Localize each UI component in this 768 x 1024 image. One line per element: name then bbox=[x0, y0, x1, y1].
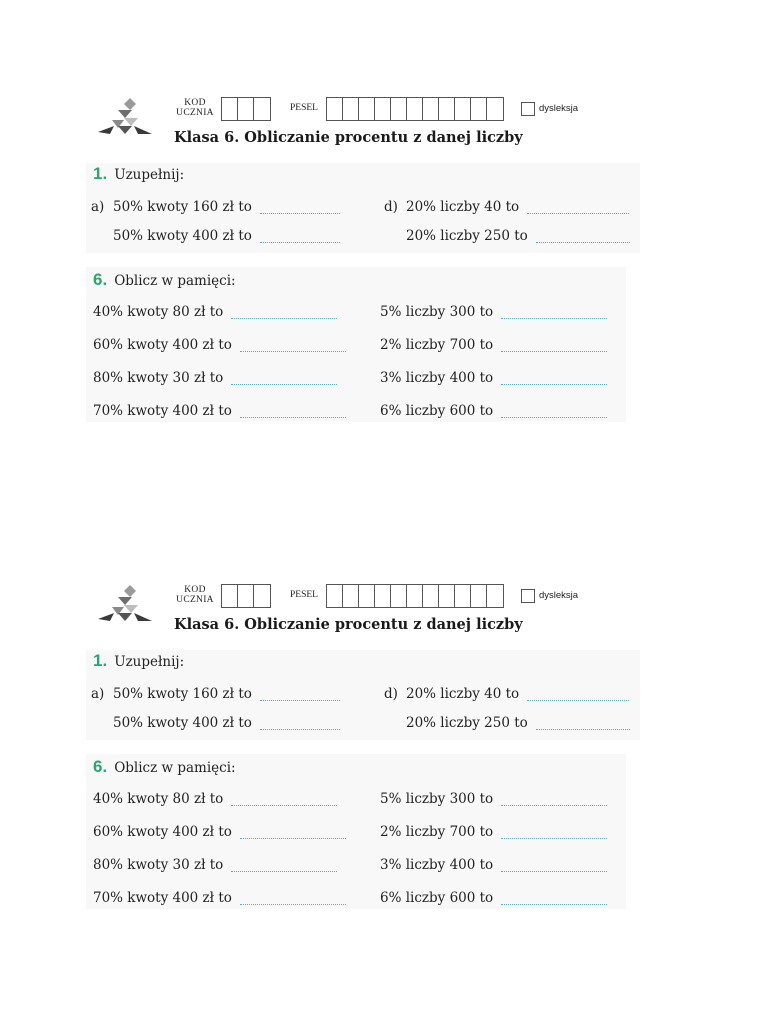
answer-line[interactable] bbox=[501, 350, 607, 352]
task-6-left-2: 60% kwoty 400 zł to bbox=[93, 337, 346, 353]
task-1-item-a: a) 50% kwoty 160 zł to bbox=[91, 199, 340, 215]
task-6-left-3: 80% kwoty 30 zł to bbox=[93, 370, 337, 386]
task-1-item-a2: 50% kwoty 400 zł to bbox=[91, 228, 340, 244]
task-number: 6. bbox=[93, 757, 108, 776]
kod-ucznia-label: KOD UCZNIA bbox=[176, 98, 214, 118]
worksheet-title: Klasa 6. Obliczanie procentu z danej liczby bbox=[174, 616, 523, 633]
dysleksja-label: dysleksja bbox=[539, 590, 579, 601]
answer-line[interactable] bbox=[240, 903, 346, 905]
task-6-right-2: 2% liczby 700 to bbox=[380, 824, 607, 840]
task-number: 6. bbox=[93, 270, 108, 289]
answer-line[interactable] bbox=[231, 383, 337, 385]
worksheet-1 bbox=[0, 96, 768, 436]
answer-line[interactable] bbox=[501, 317, 607, 319]
task-instruction: Uzupełnij: bbox=[114, 654, 185, 670]
task-6-right-3: 3% liczby 400 to bbox=[380, 857, 607, 873]
task-number: 1. bbox=[93, 164, 108, 183]
pesel-label: PESEL bbox=[290, 103, 318, 113]
task-6-left-1: 40% kwoty 80 zł to bbox=[93, 791, 337, 807]
kod-ucznia-boxes[interactable] bbox=[221, 584, 271, 608]
task-1-heading bbox=[93, 164, 184, 184]
answer-line[interactable] bbox=[260, 728, 340, 730]
answer-line[interactable] bbox=[536, 728, 630, 730]
task-6-heading bbox=[93, 270, 236, 290]
task-6-right-3: 3% liczby 400 to bbox=[380, 370, 607, 386]
task-1-item-a2: 50% kwoty 400 zł to bbox=[91, 715, 340, 731]
task-6-right-1: 5% liczby 300 to bbox=[380, 791, 607, 807]
dysleksja-checkbox[interactable] bbox=[521, 102, 535, 116]
task-6-left-4: 70% kwoty 400 zł to bbox=[93, 403, 346, 419]
answer-line[interactable] bbox=[260, 212, 340, 214]
answer-line[interactable] bbox=[501, 903, 607, 905]
answer-line[interactable] bbox=[536, 241, 630, 243]
pesel-boxes[interactable] bbox=[326, 584, 504, 608]
answer-line[interactable] bbox=[501, 416, 607, 418]
worksheet-title: Klasa 6. Obliczanie procentu z danej liczby bbox=[174, 129, 523, 146]
task-1-item-d2: 20% liczby 250 to bbox=[384, 715, 630, 731]
task-6-right-4: 6% liczby 600 to bbox=[380, 403, 607, 419]
task-1-item-d: d) 20% liczby 40 to bbox=[384, 686, 629, 702]
answer-line[interactable] bbox=[260, 241, 340, 243]
answer-line[interactable] bbox=[231, 317, 337, 319]
answer-line[interactable] bbox=[231, 870, 337, 872]
answer-line[interactable] bbox=[501, 837, 607, 839]
task-instruction: Oblicz w pamięci: bbox=[114, 273, 236, 289]
dysleksja-label: dysleksja bbox=[539, 103, 579, 114]
task-6-left-2: 60% kwoty 400 zł to bbox=[93, 824, 346, 840]
task-6-left-1: 40% kwoty 80 zł to bbox=[93, 304, 337, 320]
answer-line[interactable] bbox=[240, 416, 346, 418]
answer-line[interactable] bbox=[527, 699, 629, 701]
pesel-label: PESEL bbox=[290, 590, 318, 600]
task-1-item-d2: 20% liczby 250 to bbox=[384, 228, 630, 244]
task-1-heading bbox=[93, 651, 184, 671]
task-number: 1. bbox=[93, 651, 108, 670]
task-instruction: Uzupełnij: bbox=[114, 167, 185, 183]
pesel-boxes[interactable] bbox=[326, 97, 504, 121]
answer-line[interactable] bbox=[501, 804, 607, 806]
dysleksja-checkbox[interactable] bbox=[521, 589, 535, 603]
answer-line[interactable] bbox=[501, 870, 607, 872]
tangram-logo-icon bbox=[94, 96, 154, 136]
answer-line[interactable] bbox=[527, 212, 629, 214]
kod-ucznia-boxes[interactable] bbox=[221, 97, 271, 121]
task-6-left-3: 80% kwoty 30 zł to bbox=[93, 857, 337, 873]
task-6-right-4: 6% liczby 600 to bbox=[380, 890, 607, 906]
answer-line[interactable] bbox=[260, 699, 340, 701]
answer-line[interactable] bbox=[231, 804, 337, 806]
task-6-heading bbox=[93, 757, 236, 777]
task-1-item-d: d) 20% liczby 40 to bbox=[384, 199, 629, 215]
answer-line[interactable] bbox=[501, 383, 607, 385]
task-instruction: Oblicz w pamięci: bbox=[114, 760, 236, 776]
task-6-right-2: 2% liczby 700 to bbox=[380, 337, 607, 353]
answer-line[interactable] bbox=[240, 350, 346, 352]
kod-ucznia-label: KOD UCZNIA bbox=[176, 585, 214, 605]
task-6-left-4: 70% kwoty 400 zł to bbox=[93, 890, 346, 906]
task-6-right-1: 5% liczby 300 to bbox=[380, 304, 607, 320]
worksheet-2 bbox=[0, 583, 768, 923]
tangram-logo-icon bbox=[94, 583, 154, 623]
answer-line[interactable] bbox=[240, 837, 346, 839]
task-1-item-a: a) 50% kwoty 160 zł to bbox=[91, 686, 340, 702]
